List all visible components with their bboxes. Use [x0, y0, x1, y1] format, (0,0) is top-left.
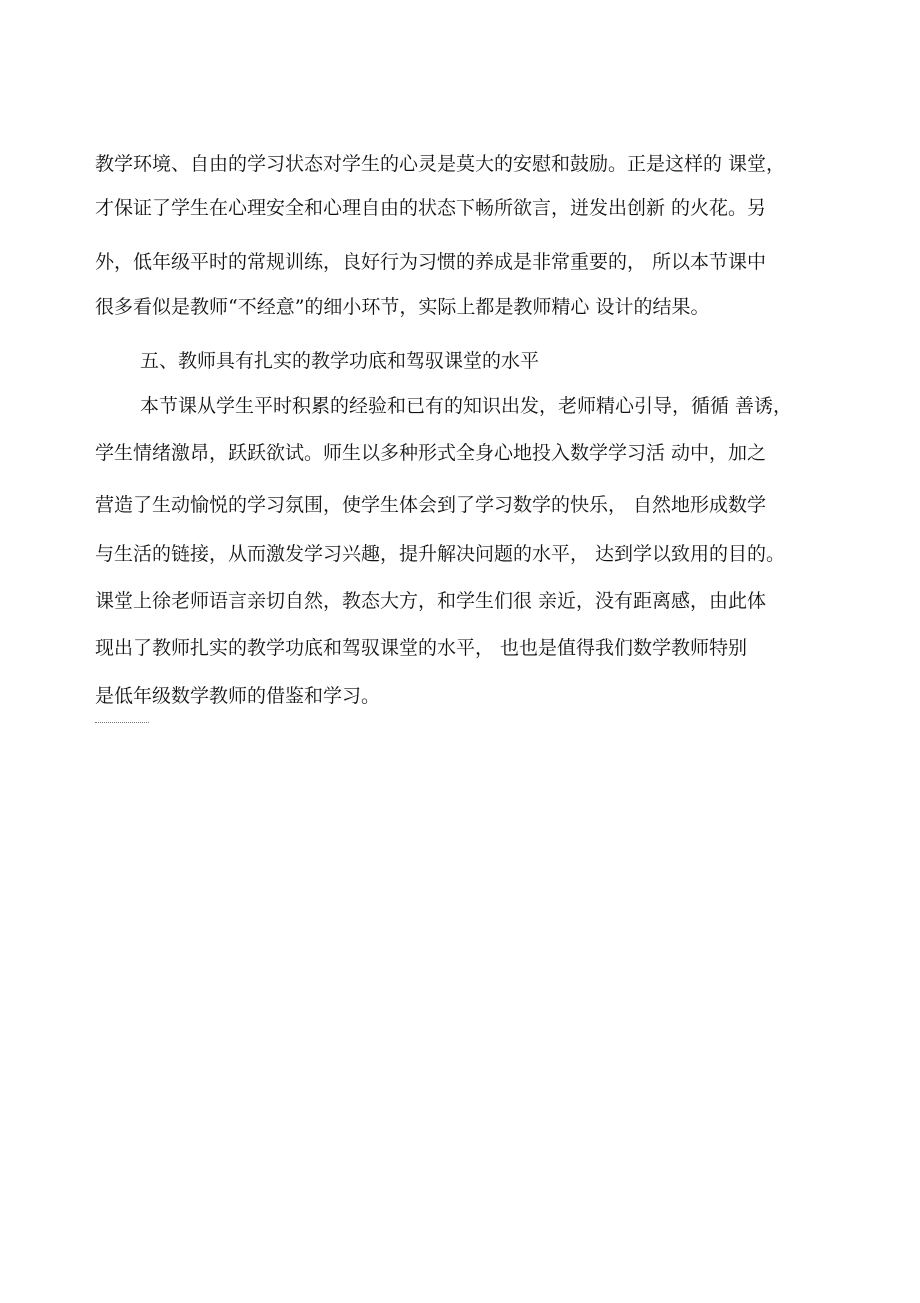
section-5-line-3: 营造了生动愉悦的学习氛围，使学生体会到了学习数学的快乐， 自然地形成数学: [95, 494, 767, 516]
paragraph-1-line-4: 很多看似是教师“不经意”的细小环节，实际上都是教师精心 设计的结果。: [95, 296, 710, 318]
section-5-line-1: 本节课从学生平时积累的经验和已有的知识出发，老师精心引导，循循 善诱，: [140, 395, 793, 417]
section-5-line-6: 现出了教师扎实的教学功底和驾驭课堂的水平， 也也是值得我们数学教师特别: [95, 637, 748, 659]
section-5-line-7: 是低年级数学教师的借鉴和学习。: [95, 685, 381, 707]
section-5-line-2: 学生情绪激昂，跃跃欲试。师生以多种形式全身心地投入数学学习活 动中，加之: [95, 442, 767, 464]
section-5-line-5: 课堂上徐老师语言亲切自然，教态大方，和学生们很 亲近，没有距离感，由此体: [95, 590, 767, 612]
section-5-line-4: 与生活的链接，从而激发学习兴趣，提升解决问题的水平， 达到学以致用的目的。: [95, 543, 786, 565]
paragraph-1-line-2: 才保证了学生在心理安全和心理自由的状态下畅所欲言，迸发出创新 的火花。另: [95, 197, 767, 219]
paragraph-1-line-1: 教学环境、自由的学习状态对学生的心灵是莫大的安慰和鼓励。正是这样的 课堂，: [95, 153, 786, 175]
end-divider: [95, 722, 149, 723]
paragraph-1-line-3: 外，低年级平时的常规训练，良好行为习惯的养成是非常重要的， 所以本节课中: [95, 251, 767, 273]
section-5-heading: 五、教师具有扎实的教学功底和驾驭课堂的水平: [140, 350, 540, 372]
